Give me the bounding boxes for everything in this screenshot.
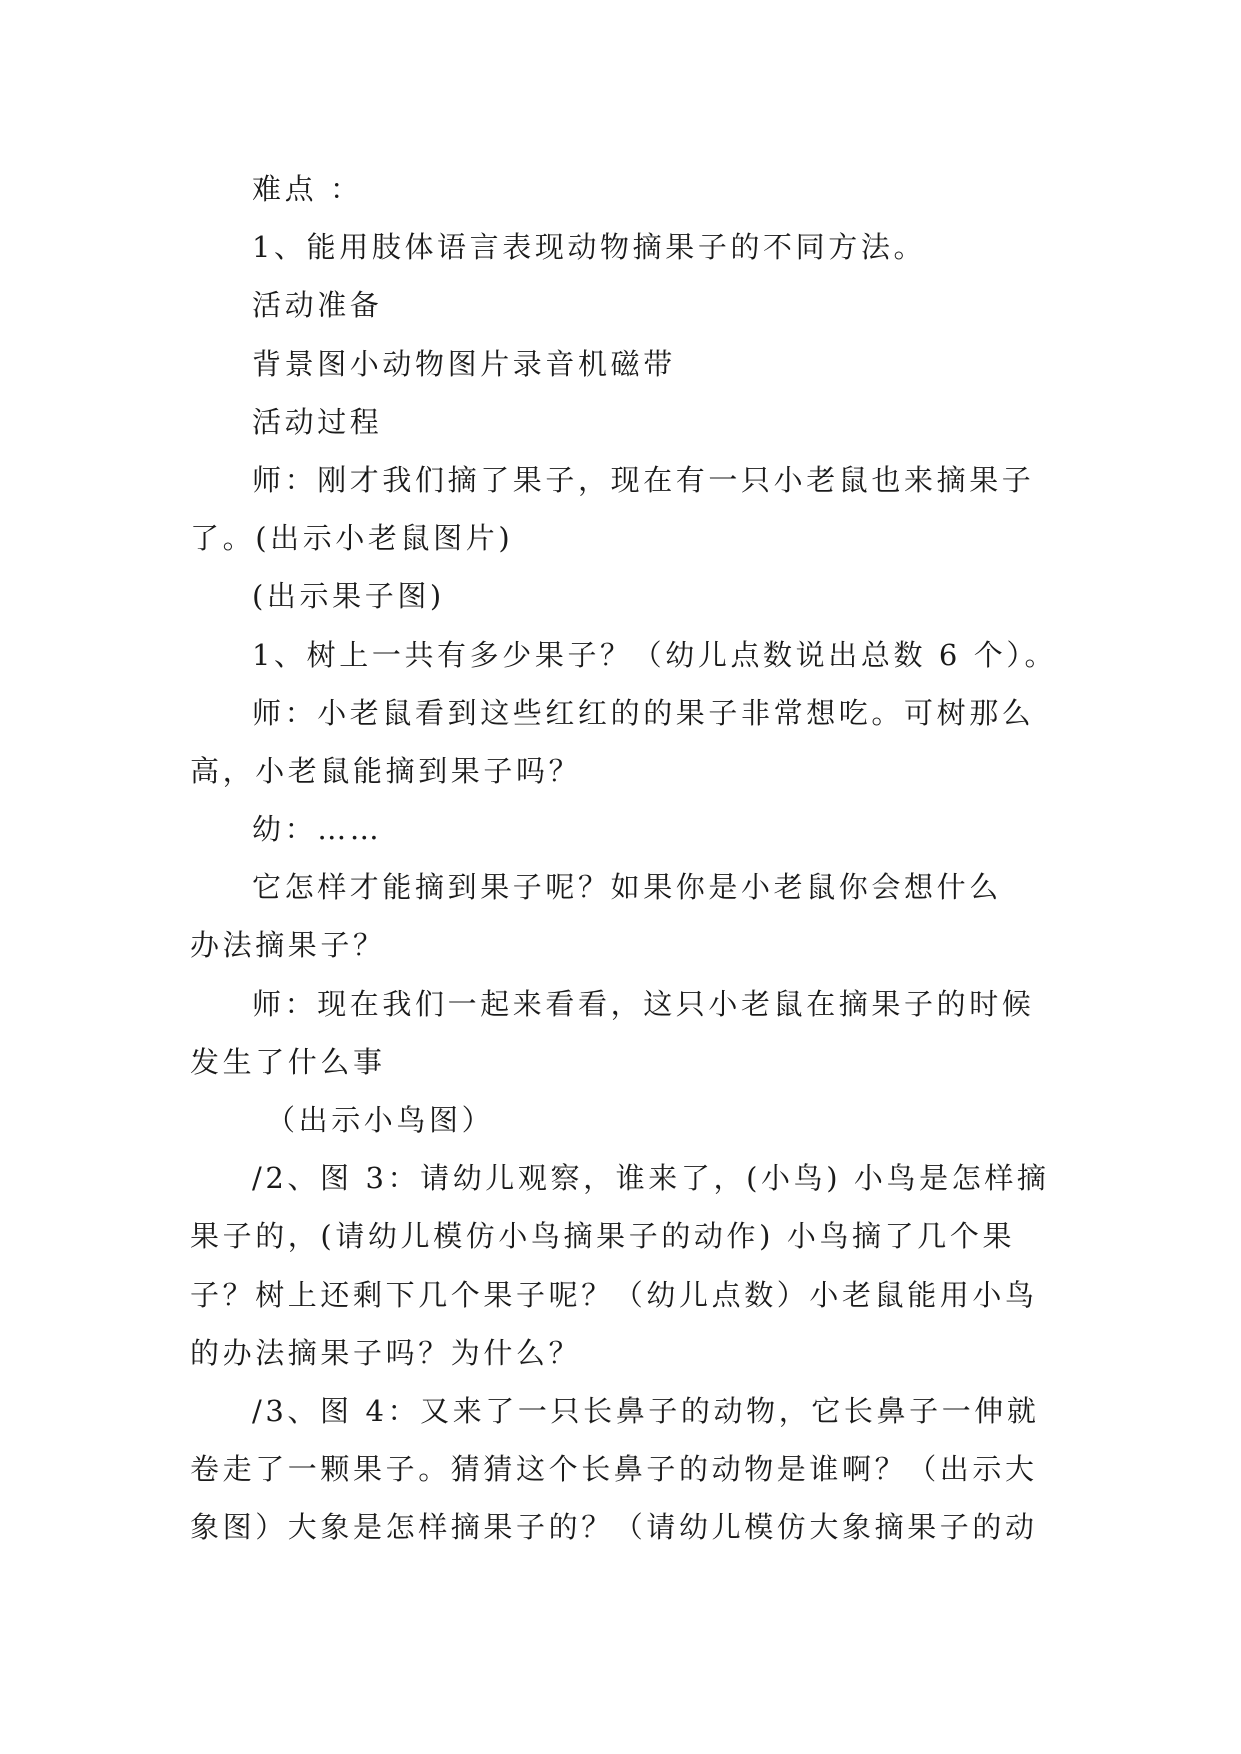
paragraph-line: 发生了什么事 <box>190 1044 386 1079</box>
paragraph-line: 果子的，(请幼儿模仿小鸟摘果子的动作) 小鸟摘了几个果 <box>190 1219 1016 1254</box>
heading-difficulty: 难点 ： <box>252 172 363 206</box>
paragraph-line: 它怎样才能摘到果子呢？如果你是小老鼠你会想什么 <box>252 870 1002 905</box>
paragraph-line: /2、图 3：请幼儿观察，谁来了，(小鸟) 小鸟是怎样摘 <box>252 1161 1050 1196</box>
paragraph-line: 象图）大象是怎样摘果子的？（请幼儿模仿大象摘果子的动 <box>190 1510 1038 1545</box>
heading-activity-preparation: 活动准备 <box>252 288 383 323</box>
paragraph-line: 了。(出示小老鼠图片) <box>190 521 514 556</box>
paragraph-line: 子？树上还剩下几个果子呢？（幼儿点数）小老鼠能用小鸟 <box>190 1277 1038 1312</box>
paragraph-line: (出示果子图) <box>252 579 445 614</box>
paragraph-line: 办法摘果子？ <box>190 928 386 963</box>
document-body <box>190 160 1070 1557</box>
paragraph-line: 高，小老鼠能摘到果子吗？ <box>190 753 582 788</box>
paragraph-line: 师：现在我们一起来看看，这只小老鼠在摘果子的时候 <box>252 986 1035 1021</box>
paragraph-line: 1、能用肢体语言表现动物摘果子的不同方法。 <box>252 230 927 265</box>
heading-activity-process: 活动过程 <box>252 404 383 439</box>
paragraph-line: （出示小鸟图） <box>266 1103 495 1137</box>
paragraph-line: 1、树上一共有多少果子？（幼儿点数说出总数 6 个）。 <box>252 637 1058 672</box>
paragraph-line: 师：刚才我们摘了果子，现在有一只小老鼠也来摘果子 <box>252 462 1035 497</box>
paragraph-line: 师：小老鼠看到这些红红的的果子非常想吃。可树那么 <box>252 695 1035 730</box>
paragraph-line: 背景图小动物图片录音机磁带 <box>252 346 676 381</box>
paragraph-line: /3、图 4：又来了一只长鼻子的动物，它长鼻子一伸就 <box>252 1393 1040 1428</box>
paragraph-line: 幼：…… <box>252 812 383 847</box>
paragraph-line: 的办法摘果子吗？为什么？ <box>190 1335 582 1370</box>
paragraph-line: 卷走了一颗果子。猜猜这个长鼻子的动物是谁啊？（出示大 <box>190 1452 1038 1487</box>
